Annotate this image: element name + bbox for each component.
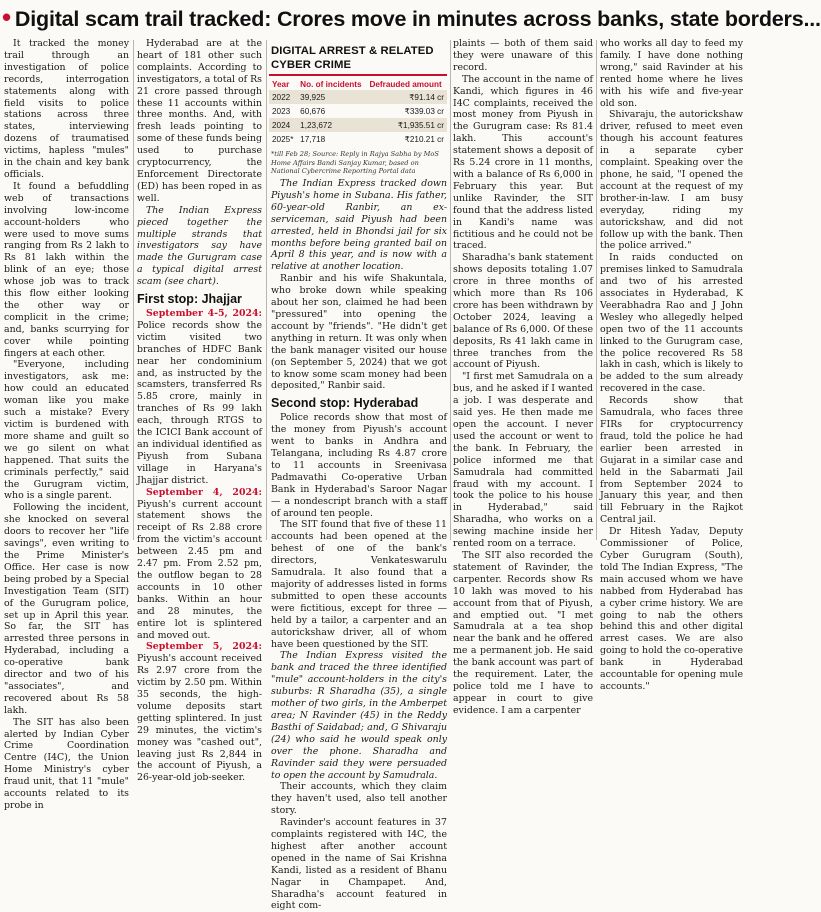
article-column-4: [453, 38, 593, 716]
column-divider: [596, 40, 597, 540]
column-divider: [450, 40, 451, 540]
column-divider: [133, 40, 134, 540]
paragraph-text: The Indian Express pieced together the multiple strands that investigators say have made the Gurugram case a typical digital arrest scam (see chart).: [137, 204, 262, 288]
cell-amount: ₹210.21 cr: [404, 135, 444, 144]
paragraph: [137, 205, 262, 288]
article-column-2: [137, 38, 262, 784]
paragraph: [137, 641, 262, 784]
paragraph: The account in the name of Kandi, which figures in 46 I4C complaints, received the most money from Piyush in the Gurugram case: Rs 81.4 lakh. This account's statement shows a deposit of Rs 5.24 crore in 11 months, with a balance of Rs 6,000 in February this year. But unlike Ravinder, the SIT found that the address listed in Kandi's name was fictitious and he could not be traced.: [453, 73, 593, 252]
cell-incidents: 17,718: [300, 134, 326, 144]
cyber-crime-infobox: [269, 40, 447, 175]
column-divider: [266, 40, 267, 540]
table-row: [269, 118, 447, 132]
paragraph: The SIT has also been alerted by Indian Cyber Crime Coordination Centre (I4C), the Union Home Ministry's cyber fraud unit, that 11 "mule" accounts related to its probe in: [4, 716, 129, 811]
subheading: First stop: Jhajjar: [137, 292, 242, 307]
date-label: September 5, 2024:: [146, 641, 262, 653]
paragraph-text: The Indian Express tracked down Piyush's home in Subana. His father, 60-year-old Ranbir, an ex-serviceman, said Piyush had been arrested, held in Bhondsi jail for six months before being granted bail on April 8 this year, and is now with a relative at another location.: [271, 178, 447, 273]
article-column-3: [271, 178, 447, 912]
infobox-title: DIGITAL ARREST & RELATED CYBER CRIME: [271, 45, 434, 71]
headline-bullet: •: [2, 2, 11, 32]
cell-year: 2023: [272, 106, 291, 116]
column-header-year: Year: [272, 80, 290, 89]
cell-amount: ₹1,935.51 cr: [366, 118, 447, 132]
cell-incidents: 1,23,672: [297, 118, 366, 132]
article-column-1: [4, 38, 129, 811]
paragraph: who works all day to feed my family. I have done nothing wrong," said Ravinder at his rented home where he lives with his wife and five-year old son.: [600, 38, 743, 109]
paragraph: In raids conducted on premises linked to Samudrala and two of his arrested associates in Hyderabad, K Veerabhadra Rao and J John Wesley who allegedly helped open two of the 11 accounts linked to the Gurugram case, the police recovered Rs 58 lakh in cash, which is likely to be added to the sum already recovered in the case.: [600, 252, 743, 395]
table-row: [269, 104, 447, 118]
paragraph: Records show that Samudrala, who faces three FIRs for cryptocurrency fraud, told the police he had earlier been arrested in Gujarat in a similar case and held in the Sabarmati Jail from September 2024 to January this year, and then till February in the Rajkot Central jail.: [600, 395, 743, 526]
paragraph: [137, 308, 262, 487]
paragraph: "Everyone, including investigators, ask me: how could an educated woman like you make such a mistake? Every victim is burdened with more shame and guilt so we go silent on what happened. That suits the criminals perfectly," said the Gurugram victim, who is a single parent.: [4, 359, 129, 502]
infobox-rule: [269, 74, 447, 76]
table-row: [269, 132, 447, 146]
paragraph-text: The Indian Express visited the bank and traced the three identified "mule" account-holders in the city's suburbs: R Sharadha (35), a single mother of two girls, in the Amberpet area; N Ravinder (45) in the Reddy Basthi of Saidabad; and, G Shivaraju (24) who said he would speak only over the phone. Sharadha and Ravinder said they were persuaded to open the account by Samudrala.: [271, 650, 447, 781]
table-row: [269, 90, 447, 104]
paragraph: It found a befuddling web of transactions involving low-income account-holders who were used to move sums ranging from Rs 2 lakh to Rs 81 lakh within the blink of an eye; those whose job was to track this flow either looking the other way or complicit in the crime; and, banks scurrying for cover while pointing fingers at each other.: [4, 180, 129, 359]
cell-year: 2022: [269, 90, 297, 104]
cell-year: 2025*: [272, 134, 294, 144]
paragraph: Ravinder's account features in 37 complaints registered with I4C, the highest after another account opened in the name of Sai Krishna Kandi, listed as a resident of Bhanu Nagar in Champapet. And, Sharadha's account featured in eight com-: [271, 817, 447, 912]
paragraph: Hyderabad are at the heart of 181 other such complaints. According to investigators, a total of Rs 21 crore passed through these 11 accounts within three months. And, with fresh leads pointing to some of these funds being used to purchase cryptocurrency, the Enforcement Directorate (ED) has been roped in as well.: [137, 38, 262, 204]
paragraph: Sharadha's bank statement shows deposits totaling 1.07 crore in three months of which more than Rs 106 crore has been withdrawn by October 2024, leaving a balance of Rs 6,000. Of these deposits, Rs 41 lakh came in three tranches from the account of Piyush.: [453, 252, 593, 371]
cell-year: 2024: [269, 118, 297, 132]
paragraph: Shivaraju, the autorickshaw driver, refused to meet even though his account features in a separate cyber complaint. Speaking over the phone, he said, "I opened the account at the request of my brother-in-law. I am busy everyday, riding my autorickshaw, and did not follow up with the bank. Then the police arrived.": [600, 109, 743, 252]
cell-amount: ₹339.03 cr: [404, 107, 444, 116]
paragraph: plaints — both of them said they were unaware of this record.: [453, 38, 593, 73]
infobox-footnote: *till Feb 28; Source: Reply in Rajya Sabha by MoS Home Affairs Bandi Sanjay Kumar, based on National Cybercrime Reporting Portal data: [271, 150, 439, 175]
paragraph: Following the incident, she knocked on several doors to recover her "life savings", even writing to the Prime Minister's Office. Her case is now being probed by a Special Investigation Team (SIT) of the Gurugram police, set up in April this year. So far, the SIT has arrested three persons in Hyderabad, including a co-operative bank director and two of his "associates", and recovered about Rs 58 lakh.: [4, 502, 129, 716]
paragraph: Their accounts, which they claim they haven't used, also tell another story.: [271, 781, 447, 817]
table-header-row: [269, 79, 447, 90]
headline-text: Digital scam trail tracked: Crores move in minutes across banks, state borders...: [14, 7, 821, 31]
paragraph-text: Piyush's current account statement shows the receipt of Rs 2.88 crore from the victim's account between 2.45 pm and 2.47 pm. From 2.52 pm, the outflow began to 28 accounts in 10 other banks. Within an hour and 28 minutes, the entire lot is splintered and moved out.: [137, 498, 262, 641]
headline: [0, 0, 821, 34]
date-label: September 4, 2024:: [146, 486, 262, 498]
cell-amount: ₹91.14 cr: [366, 90, 447, 104]
paragraph: It tracked the money trail through an investigation of police records, interrogation statements along with field visits to police stations across three states, interviewing dozens of traumatised victims, hapless "mules" in the chain and key bank officials.: [4, 38, 129, 180]
paragraph-text: Piyush's account received Rs 2.97 crore from the victim by 2.50 pm. Within 35 seconds, the high-volume deposits start getting splintered. In just 29 minutes, the victim's money was "cashed out", leaving just Rs 2,844 in the account of Piyush, a 26-year-old job-seeker.: [137, 653, 262, 784]
paragraph: The SIT found that five of these 11 accounts had been opened at the behest of one of the bank's directors, Venkateswarulu Samudrala. It also found that a majority of addresses listed in forms submitted to open these accounts were fictitious, except for three — held by a tailor, a carpenter and an autorickshaw driver, all of whom have been questioned by the SIT.: [271, 519, 447, 650]
paragraph-text: Police records show the victim visited two branches of HDFC Bank near her condominium and, as instructed by the scamsters, transferred Rs 5.85 crore, mainly in tranches of Rs 99 lakh each, through RTGS to the ICICI Bank account of an individual identified as Piyush from Subana village in Haryana's Jhajjar district.: [137, 319, 262, 486]
paragraph: [271, 178, 447, 273]
column-header-amount: Defrauded amount: [369, 80, 442, 89]
paragraph: Police records show that most of the money from Piyush's account went to banks in Andhra and Telangana, including Rs 4.87 crore to 11 accounts in Sreenivasa Padmavathi Co-operative Urban Bank in Hyderabad's Saroor Nagar — a nondescript branch with a staff of around ten people.: [271, 412, 447, 519]
subheading: Second stop: Hyderabad: [271, 396, 419, 411]
paragraph: [137, 487, 262, 642]
column-header-incidents: No. of incidents: [300, 80, 362, 89]
article-column-5: [600, 38, 743, 692]
cell-incidents: 60,676: [300, 106, 326, 116]
cell-incidents: 39,925: [297, 90, 366, 104]
paragraph: [271, 650, 447, 781]
cyber-crime-table: [269, 79, 447, 146]
paragraph: "I first met Samudrala on a bus, and he asked if I wanted a job. I was desperate and said yes. He then made me open the account. I never used the account or went to the bank. In February, the police informed me that Samudrala had committed fraud with my account. I took the police to his house in Hyderabad," said Sharadha, who works on a sewing machine inside her rented room on a terrace.: [453, 371, 593, 550]
paragraph: The SIT also recorded the statement of Ravinder, the carpenter. Records show Rs 10 lakh was moved to his account from that of Piyush, and emptied out. "I met Samudrala at a tea shop near the bank and he offered me a permanent job. He said the bank account was part of the requirement. Later, the police told me I have to appear in court to give evidence. I am a carpenter: [453, 549, 593, 716]
paragraph: Ranbir and his wife Shakuntala, who broke down while speaking about her son, claimed he had been "pressured" into opening the account by "friends". "He didn't get anything in return. It was only when the bank manager visited our house (on September 5, 2024) that we got to know some scam money had been deposited," Ranbir said.: [271, 273, 447, 392]
paragraph: Dr Hitesh Yadav, Deputy Commissioner of Police, Cyber Gurugram (South), told The Indian Express, "The main accused whom we have nabbed from Hyderabad has a cyber crime history. We are going to nab the others behind this and other digital arrest cases. We are also going to hold the co-operative bank in Hyderabad accountable for opening mule accounts.": [600, 526, 743, 692]
date-label: September 4-5, 2024:: [146, 308, 262, 320]
